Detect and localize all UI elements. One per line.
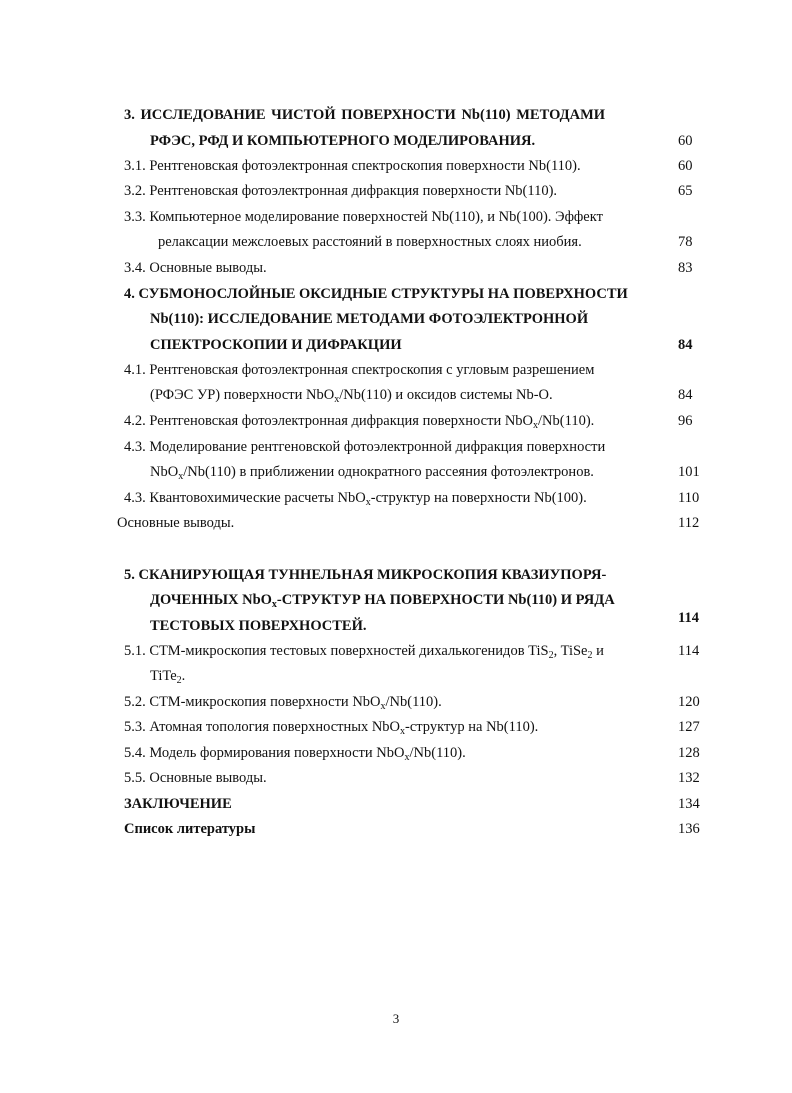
page-number-footer: 3 xyxy=(392,1011,400,1026)
ch3-title-line2: РФЭС, РФД И КОМПЬЮТЕРНОГО МОДЕЛИРОВАНИЯ. xyxy=(150,133,536,149)
toc-entry-4-4: 4.3. Квантовохимические расчеты NbO$_x$-структур на поверхности Nb(100). xyxy=(124,490,587,508)
toc-entry-3-2: 3.2. Рентгеновская фотоэлектронная дифракция поверхности Nb(110). xyxy=(124,183,558,199)
toc-entry-3-1-page: 60 xyxy=(678,158,693,174)
toc-entry-5-2-page: 120 xyxy=(678,694,700,710)
ch4-title-line1: 4. СУБМОНОСЛОЙНЫЕ ОКСИДНЫЕ СТРУКТУРЫ НА ПОВЕРХНОСТИ xyxy=(124,286,628,302)
ch5-title-line2: ДОЧЕННЫХ NbO$_x$-СТРУКТУР НА ПОВЕРХНОСТИ Nb(110) И РЯДА xyxy=(150,592,615,610)
toc-entry-references: Список литературы xyxy=(124,821,256,837)
toc-entry-3-2-page: 65 xyxy=(678,183,693,199)
ch5-title-line1: 5. СКАНИРУЮЩАЯ ТУННЕЛЬНАЯ МИКРОСКОПИЯ КВАЗИУПОРЯ- xyxy=(124,567,607,583)
toc-entry-5-1-line2: TiTe$_2$. xyxy=(150,668,186,686)
toc-entry-4-1-line1: 4.1. Рентгеновская фотоэлектронная спектроскопия с угловым разрешением xyxy=(124,362,595,378)
toc-entry-5-4-page: 128 xyxy=(678,745,700,761)
toc-entry-conclusion: ЗАКЛЮЧЕНИЕ xyxy=(124,796,232,812)
ch3-title-line1: 3. ИССЛЕДОВАНИЕ ЧИСТОЙ ПОВЕРХНОСТИ Nb(110) МЕТОДАМИ xyxy=(124,107,606,123)
toc-entry-4-2: 4.2. Рентгеновская фотоэлектронная дифракция поверхности NbO$_x$/Nb(110). xyxy=(124,413,595,431)
toc-entry-5-2: 5.2. СТМ-микроскопия поверхности NbO$_x$/Nb(110). xyxy=(124,694,442,712)
toc-entry-5-5-page: 132 xyxy=(678,770,700,786)
ch4-page-number: 84 xyxy=(678,337,693,353)
toc-entry-5-3: 5.3. Атомная топология поверхностных NbO$_x$-структур на Nb(110). xyxy=(124,719,539,737)
toc-entry-3-4-page: 83 xyxy=(678,260,693,276)
toc-entry-5-3-page: 127 xyxy=(678,719,700,735)
toc-entry-3-3-line2: релаксации межслоевых расстояний в поверхностных слоях ниобия. xyxy=(158,234,582,250)
toc-entry-5-1-page: 114 xyxy=(678,643,700,659)
toc-entry-5-4: 5.4. Модель формирования поверхности NbO$_x$/Nb(110). xyxy=(124,745,466,763)
toc-entry-3-1: 3.1. Рентгеновская фотоэлектронная спектроскопия поверхности Nb(110). xyxy=(124,158,581,174)
toc-entry-3-4: 3.4. Основные выводы. xyxy=(124,260,267,276)
ch5-page-number: 114 xyxy=(678,610,699,626)
toc-entry-ch4-conclusions: Основные выводы. xyxy=(117,515,235,531)
ch4-title-line2: Nb(110): ИССЛЕДОВАНИЕ МЕТОДАМИ ФОТОЭЛЕКТРОННОЙ xyxy=(150,311,589,327)
toc-entry-4-3-line1: 4.3. Моделирование рентгеновской фотоэлектронной дифракция поверхности xyxy=(124,439,606,455)
toc-entry-ch4-conclusions-page: 112 xyxy=(678,515,700,531)
toc-entry-4-3-page: 101 xyxy=(678,464,700,480)
toc-entry-4-3-line2: NbO$_x$/Nb(110) в приближении однократного рассеяния фотоэлектронов. xyxy=(150,464,594,482)
ch5-title-line3: ТЕСТОВЫХ ПОВЕРХНОСТЕЙ. xyxy=(150,618,367,634)
toc-entry-4-4-page: 110 xyxy=(678,490,700,506)
toc-entry-4-2-page: 96 xyxy=(678,413,693,429)
toc-entry-4-1-page: 84 xyxy=(678,387,693,403)
toc-entry-4-1-line2: (РФЭС УР) поверхности NbO$_x$/Nb(110) и оксидов системы Nb-O. xyxy=(150,387,553,405)
toc-entry-conclusion-page: 134 xyxy=(678,796,700,812)
toc-entry-3-3-line1: 3.3. Компьютерное моделирование поверхностей Nb(110), и Nb(100). Эффект xyxy=(124,209,603,225)
toc-entry-3-3-page: 78 xyxy=(678,234,693,250)
toc-entry-5-5: 5.5. Основные выводы. xyxy=(124,770,267,786)
toc-entry-references-page: 136 xyxy=(678,821,700,837)
toc-entry-5-1-line1: 5.1. СТМ-микроскопия тестовых поверхностей дихалькогенидов TiS$_2$, TiSe$_2$ и xyxy=(124,643,604,661)
ch4-title-line3: СПЕКТРОСКОПИИ И ДИФРАКЦИИ xyxy=(150,337,402,353)
ch3-page-number: 60 xyxy=(678,133,693,149)
